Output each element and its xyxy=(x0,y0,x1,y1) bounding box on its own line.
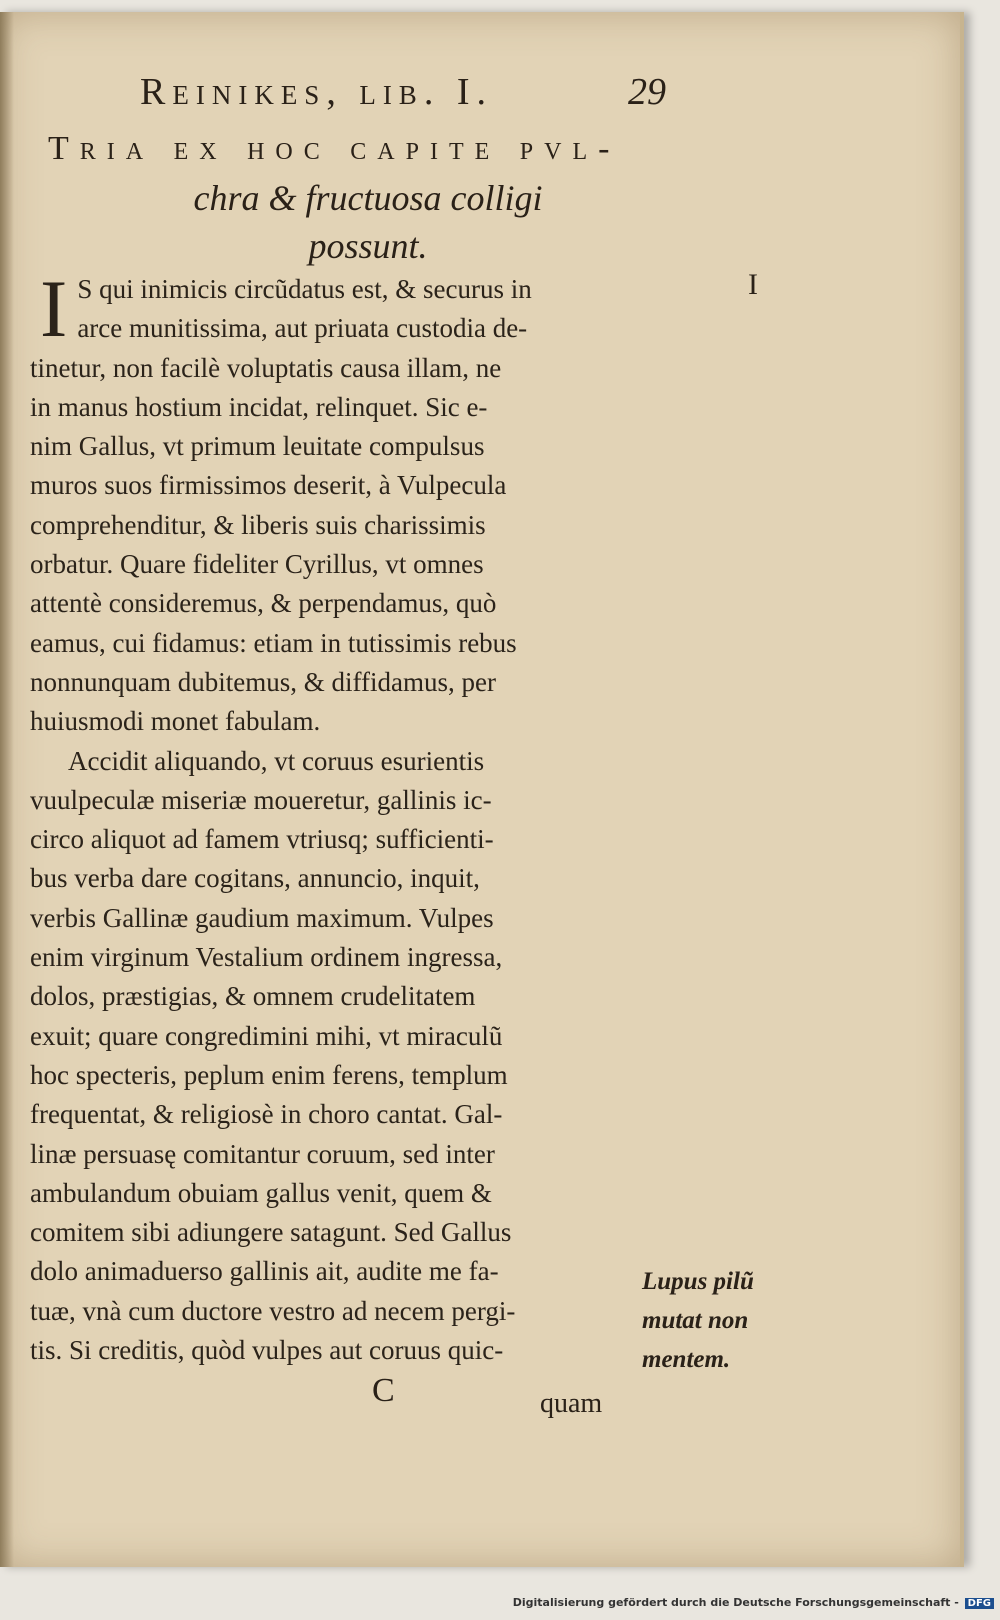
text-line: attentè consideremus, & perpendamus, quò xyxy=(30,588,497,619)
text-line: frequentat, & religiosè in choro cantat. Gal- xyxy=(30,1099,503,1130)
drop-cap: I xyxy=(40,263,68,354)
text-line: exuit; quare congredimini mihi, vt miraculũ xyxy=(30,1020,503,1051)
text-line: linæ persuasę comitantur coruum, sed inter xyxy=(30,1138,495,1169)
marginal-note-line: mutat non xyxy=(642,1307,749,1334)
text-line: tinetur, non facilè voluptatis causa illam, ne xyxy=(30,352,502,383)
text-line: arce munitissima, aut priuata custodia de- xyxy=(77,313,528,344)
marginal-note xyxy=(642,1262,812,1379)
text-line: muros suos firmissimos deserit, à Vulpecula xyxy=(30,470,507,501)
body-text xyxy=(30,263,660,1370)
text-line: circo aliquot ad famem vtriusq; sufficienti- xyxy=(30,824,494,855)
text-line: nim Gallus, vt primum leuitate compulsus xyxy=(30,431,485,462)
text-line: enim virginum Vestalium ordinem ingressa, xyxy=(30,942,503,973)
marginal-note-line: Lupus pilũ xyxy=(642,1268,754,1295)
text-line: tuæ, vnà cum ductore vestro ad necem pergi- xyxy=(30,1295,516,1326)
heading-line: Tria ex hoc capite pvl- xyxy=(48,130,621,167)
running-head: Reinikes, lib. I. xyxy=(140,71,493,113)
margin-numeral: I xyxy=(748,268,758,301)
marginal-note-line: mentem. xyxy=(642,1346,731,1373)
page-gutter-shadow xyxy=(0,12,14,1567)
text-line: bus verba dare cogitans, annuncio, inquit, xyxy=(30,863,480,894)
catchword: quam xyxy=(540,1388,603,1419)
digitization-credit xyxy=(513,1596,994,1609)
text-line: ambulandum obuiam gallus venit, quem & xyxy=(30,1177,492,1208)
text-line: hoc specteris, peplum enim ferens, templum xyxy=(30,1059,508,1090)
text-line: orbatur. Quare fideliter Cyrillus, vt omnes xyxy=(30,549,484,580)
text-line: nonnunquam dubitemus, & diffidamus, per xyxy=(30,666,496,697)
text-line: dolos, præstigias, & omnem crudelitatem xyxy=(30,981,476,1012)
chapter-heading xyxy=(48,130,688,270)
dfg-logo: DFG xyxy=(965,1598,994,1609)
heading-line: chra & fructuosa colligi xyxy=(193,178,543,218)
text-line: verbis Gallinæ gaudium maximum. Vulpes xyxy=(30,902,494,933)
text-line: huiusmodi monet fabulam. xyxy=(30,706,321,737)
page-number: 29 xyxy=(628,71,666,113)
text-line: comitem sibi adiungere satagunt. Sed Gallus xyxy=(30,1217,512,1248)
text-line: Accidit aliquando, vt coruus esurientis xyxy=(68,745,485,776)
page-header xyxy=(140,70,700,120)
text-line: comprehenditur, & liberis suis charissimis xyxy=(30,509,486,540)
credit-text: Digitalisierung gefördert durch die Deutsche Forschungsgemeinschaft - xyxy=(512,1596,959,1609)
text-line: tis. Si creditis, quòd vulpes aut coruus quic- xyxy=(30,1335,504,1366)
heading-line: possunt. xyxy=(308,226,428,266)
text-line: eamus, cui fidamus: etiam in tutissimis rebus xyxy=(30,627,517,658)
text-line: vuulpeculæ miseriæ moueretur, gallinis ic- xyxy=(30,784,492,815)
text-line: S qui inimicis circũdatus est, & securus in xyxy=(77,274,532,304)
signature-mark: C xyxy=(372,1372,395,1409)
text-line: in manus hostium incidat, relinquet. Sic e- xyxy=(30,391,488,422)
text-line: dolo animaduerso gallinis ait, audite me fa- xyxy=(30,1256,499,1287)
